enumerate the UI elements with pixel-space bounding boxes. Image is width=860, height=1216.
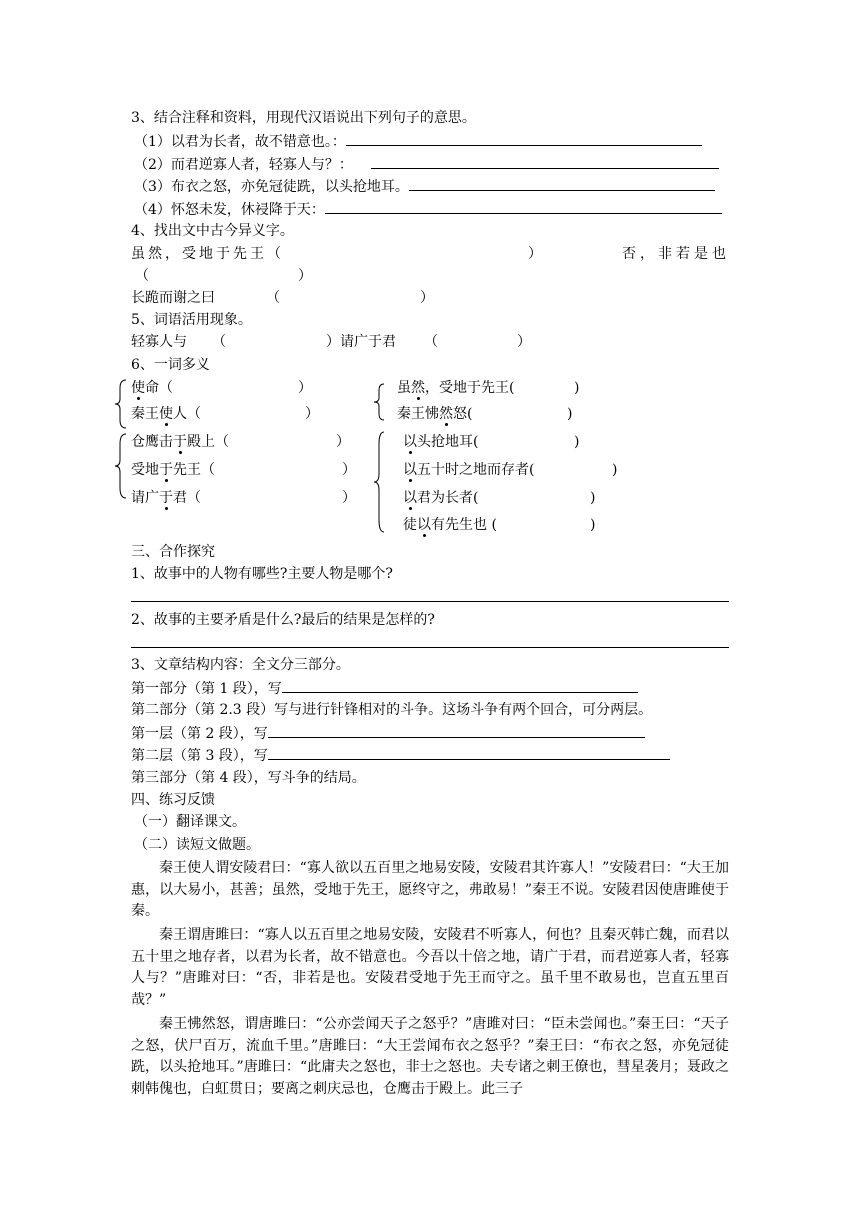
- s3-layer-2: [131, 746, 670, 765]
- q6-g3-item-3: 请广于君（: [131, 490, 201, 506]
- answer-blank[interactable]: [325, 200, 722, 214]
- q5-title: 5、词语活用现象。: [131, 312, 252, 328]
- brace-icon: [114, 432, 128, 500]
- q6-g4-close-4: ): [590, 517, 596, 533]
- q6-g4-close-1: ): [574, 434, 580, 450]
- s4-sub-1: （一）翻译课文。: [134, 814, 246, 830]
- q6-g4-item-4: 徒以有先生也 (: [403, 517, 497, 533]
- q6-g2-close-1: ): [574, 380, 580, 396]
- s4-sub-2: （二）读短文做题。: [134, 837, 260, 853]
- answer-line[interactable]: [131, 647, 729, 648]
- q3-item-4: [134, 200, 722, 219]
- brace-icon: [372, 430, 386, 534]
- q6-g3-item-1: 仓鹰击于殿上（: [131, 434, 229, 450]
- section-3-title: 三、合作探究: [131, 544, 215, 560]
- section-4-title: 四、练习反馈: [131, 792, 215, 808]
- q3-item-2: [134, 155, 719, 174]
- s3-q1: 1、故事中的人物有哪些?主要人物是哪个?: [131, 566, 393, 582]
- q5-item-e: ）: [517, 334, 531, 350]
- s3-layer-1-text: 第一层（第 2 段），写: [131, 726, 268, 742]
- q4-line-2a: （: [135, 268, 149, 284]
- s3-layer-1: [131, 724, 645, 743]
- s3-part-2: 第二部分（第 2.3 段）写与进行针锋相对的斗争。这场斗争有两个回合，可分两层。: [131, 702, 653, 718]
- answer-blank[interactable]: [371, 155, 719, 169]
- q6-g1-close-1: ）: [298, 380, 312, 396]
- s3-part-3: 第三部分（第 4 段），写斗争的结局。: [131, 770, 366, 786]
- q5-item-a: 轻寡人与: [131, 334, 187, 350]
- answer-line[interactable]: [131, 601, 729, 602]
- q5-item-d: （: [424, 334, 438, 350]
- q6-title: 6、一词多义: [131, 357, 210, 373]
- answer-blank[interactable]: [346, 132, 702, 146]
- q4-line-2b: ）: [298, 268, 312, 284]
- q5-item-c: ）请广于君: [326, 334, 396, 350]
- q3-item-3: [134, 177, 715, 196]
- answer-blank[interactable]: [268, 746, 670, 760]
- q3-item-3-text: （3）布衣之怒，亦免冠徒跣，以头抢地耳。: [134, 179, 409, 195]
- q6-g4-close-3: ): [590, 490, 596, 506]
- brace-icon: [372, 382, 386, 422]
- passage-paragraph-2: 秦王谓唐雎曰：“寡人以五百里之地易安陵，安陵君不听寡人，何也？且秦灭韩亡魏，而君以五十里之地存者，以君为长者，故不错意也。今吾以十倍之地，请广于君，而君逆寡人者，轻寡人与？”唐雎对曰：“否，非若是也。安陵君受地于先王而守之。虽千里不敢易也，岂直五里百哉？”: [131, 927, 729, 1008]
- q6-g1-item-2: 秦王使人（: [131, 406, 201, 422]
- q4-title: 4、找出文中古今异义字。: [131, 223, 294, 239]
- q3-item-4-text: （4）怀怒未发，休祲降于天：: [134, 202, 325, 218]
- s3-part-1-text: 第一部分（第 1 段），写: [131, 681, 282, 697]
- q6-g4-item-1: 以头抢地耳(: [403, 434, 479, 450]
- q6-g4-item-3: 以君为长者(: [403, 490, 479, 506]
- s3-q2: 2、故事的主要矛盾是什么?最后的结果是怎样的?: [131, 612, 435, 628]
- q6-g1-close-2: ）: [305, 406, 319, 422]
- q6-g4-item-2: 以五十时之地而存者(: [403, 462, 535, 478]
- q4-line-1b: ）: [528, 246, 542, 262]
- q6-g4-close-2: ): [612, 462, 618, 478]
- q4-line-1a: 虽然，受地于先王（: [131, 246, 284, 262]
- s3-layer-2-text: 第二层（第 3 段），写: [131, 748, 268, 764]
- q5-item-b: （: [212, 334, 226, 350]
- q4-line-3c: ）: [420, 290, 434, 306]
- q6-g2-close-2: ): [567, 406, 573, 422]
- q6-g3-close-2: ）: [342, 462, 356, 478]
- q6-g3-close-1: ）: [336, 434, 350, 450]
- answer-blank[interactable]: [282, 679, 638, 693]
- brace-icon: [114, 378, 128, 430]
- q3-item-1: [134, 132, 702, 151]
- q3-title: 3、结合注释和资料，用现代汉语说出下列句子的意思。: [131, 110, 476, 126]
- q3-item-2-text: （2）而君逆寡人者，轻寡人与？：: [134, 157, 353, 173]
- q6-g3-close-3: ）: [342, 490, 356, 506]
- passage-paragraph-1: 秦王使人谓安陵君曰：“寡人欲以五百里之地易安陵，安陵君其许寡人！”安陵君曰：“大王加惠，以大易小，甚善；虽然，受地于先王，愿终守之，弗敢易！”秦王不说。安陵君因使唐雎使于秦。: [131, 860, 729, 919]
- q6-g1-item-1: 使命（: [131, 380, 173, 396]
- answer-blank[interactable]: [268, 724, 645, 738]
- q4-line-1c: 否，非若是也: [622, 246, 730, 262]
- q6-g3-item-2: 受地于先王（: [131, 462, 215, 478]
- q6-g2-item-2: 秦王怫然怒(: [397, 406, 473, 422]
- q4-line-3a: 长跪而谢之曰: [131, 290, 215, 306]
- answer-blank[interactable]: [409, 177, 715, 191]
- passage-paragraph-3: 秦王怫然怒，谓唐雎曰：“公亦尝闻天子之怒乎？”唐雎对曰：“臣未尝闻也。”秦王曰：“天子之怒，伏尸百万，流血千里。”唐雎曰：“大王尝闻布衣之怒乎？”秦王曰：“布衣之怒，亦免冠徒跣，以头抢地耳。”唐雎曰：“此庸夫之怒也，非士之怒也。夫专诸之刺王僚也，彗星袭月；聂政之刺韩傀也，白虹贯日；要离之刺庆忌也，仓鹰击于殿上。此三子: [131, 1016, 729, 1097]
- s3-part-1: [131, 679, 638, 698]
- q6-g2-item-1: 虽然，受地于先王(: [397, 380, 515, 396]
- q3-item-1-text: （1）以君为长者，故不错意也。：: [134, 134, 346, 150]
- q4-line-3b: （: [266, 290, 280, 306]
- s3-q3: 3、文章结构内容：全文分三部分。: [131, 657, 350, 673]
